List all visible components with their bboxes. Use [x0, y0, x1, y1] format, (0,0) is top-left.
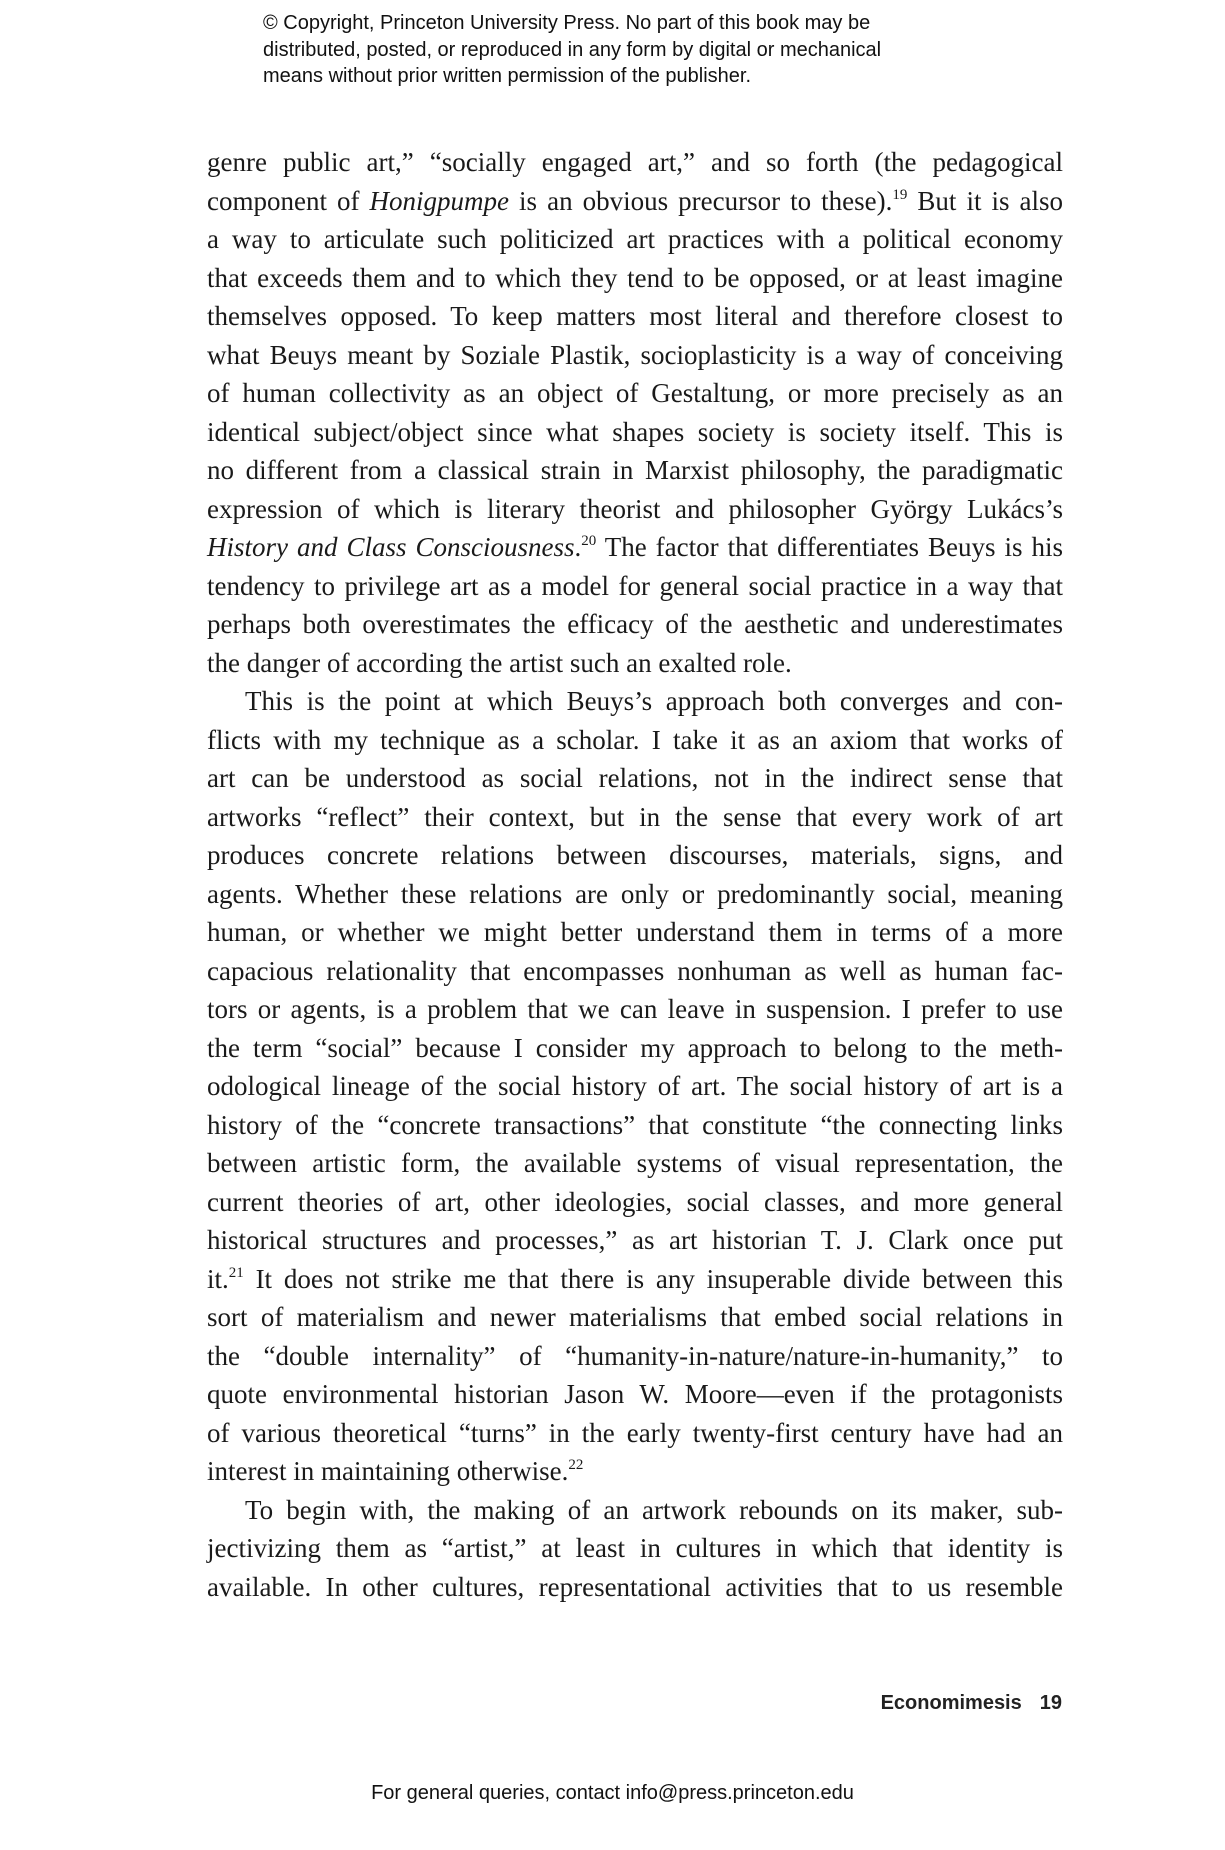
text-line	[207, 259, 1063, 298]
text-run: component of	[207, 185, 370, 216]
text-run: .	[574, 532, 582, 562]
text-line	[207, 759, 1063, 798]
text-run: The factor that differentiates Beuys is his	[596, 532, 1063, 562]
text-line	[207, 875, 1063, 914]
running-footer	[881, 1692, 1062, 1715]
text-line	[207, 413, 1063, 452]
text-line	[207, 644, 1063, 683]
text-line	[207, 913, 1063, 952]
text-run: historical structures and processes,” as art historian T. J. Clark once put	[207, 1225, 1063, 1255]
text-line	[207, 1221, 1063, 1260]
footnote-ref: 19	[892, 186, 908, 203]
text-line	[207, 490, 1063, 529]
text-line	[207, 1183, 1063, 1222]
text-run: human, or whether we might better understand them in terms of a more	[207, 917, 1063, 947]
text-run: It does not strike me that there is any insuperable divide between this	[243, 1263, 1063, 1294]
text-line	[207, 1337, 1063, 1376]
footnote-ref: 22	[568, 1457, 584, 1473]
text-line	[207, 1491, 1063, 1530]
text-line	[207, 1298, 1063, 1337]
text-run: the “double internality” of “humanity-in-nature/nature-in-humanity,” to	[207, 1340, 1063, 1371]
text-run: of human collectivity as an object of Gestaltung, or more precisely as an	[207, 378, 1063, 408]
text-line	[207, 336, 1063, 375]
text-line	[207, 1260, 1063, 1299]
body-text	[207, 143, 1063, 1606]
text-run: between artistic form, the available systems of visual representation, the	[207, 1148, 1063, 1178]
text-line	[207, 143, 1063, 182]
text-run: the danger of according the artist such an exalted role.	[207, 647, 792, 678]
text-run: no different from a classical strain in Marxist philosophy, the paradigmatic	[207, 455, 1063, 485]
text-run: flicts with my technique as a scholar. I take it as an axiom that works of	[207, 724, 1063, 755]
text-run: artworks “reflect” their context, but in the sense that every work of art	[207, 801, 1063, 832]
text-run: what Beuys meant by Soziale Plastik, socioplasticity is a way of conceiving	[207, 339, 1063, 370]
text-run: tendency to privilege art as a model for general social practice in a way that	[207, 570, 1063, 601]
text-line	[207, 605, 1063, 644]
text-line	[207, 1568, 1063, 1607]
text-line	[207, 220, 1063, 259]
text-line	[207, 567, 1063, 606]
text-line	[207, 1452, 1063, 1491]
footnote-ref: 21	[228, 1264, 244, 1281]
text-line	[207, 952, 1063, 991]
text-run: the term “social” because I consider my approach to belong to the meth-	[207, 1032, 1063, 1063]
text-run: jectivizing them as “artist,” at least in cultures in which that identity is	[207, 1533, 1063, 1563]
text-line	[207, 1029, 1063, 1068]
page-number: 19	[1039, 1692, 1062, 1714]
text-run: history of the “concrete transactions” that constitute “the connecting links	[207, 1109, 1063, 1140]
text-line	[207, 297, 1063, 336]
text-line	[207, 528, 1063, 567]
text-line	[207, 682, 1063, 721]
text-run: agents. Whether these relations are only or predominantly social, meaning	[207, 878, 1063, 909]
text-run: a way to articulate such politicized art practices with a political economy	[207, 224, 1063, 254]
text-line	[207, 798, 1063, 837]
text-line	[207, 990, 1063, 1029]
text-run: To begin with, the making of an artwork rebounds on its maker, sub-	[245, 1494, 1063, 1525]
text-line	[207, 451, 1063, 490]
text-line	[207, 1414, 1063, 1453]
text-line	[207, 1529, 1063, 1568]
text-run: available. In other cultures, representational activities that to us resemble	[207, 1571, 1063, 1602]
copyright-line: distributed, posted, or reproduced in any form by digital or mechanical	[263, 38, 882, 61]
text-run: themselves opposed. To keep matters most literal and therefore closest to	[207, 301, 1063, 331]
text-run: capacious relationality that encompasses nonhuman as well as human fac-	[207, 955, 1063, 986]
text-run: odological lineage of the social history of art. The social history of art is a	[207, 1071, 1063, 1101]
text-run: of various theoretical “turns” in the early twenty-first century have had an	[207, 1417, 1063, 1448]
text-run: it.	[207, 1263, 229, 1294]
text-run: produces concrete relations between discourses, materials, signs, and	[207, 840, 1063, 870]
italic-title: Honigpumpe	[369, 185, 510, 216]
italic-title: History and Class Consciousness	[207, 532, 575, 562]
copyright-line: means without prior written permission of the publisher.	[263, 65, 752, 87]
text-line	[207, 1067, 1063, 1106]
text-line	[207, 182, 1063, 221]
text-line	[207, 1375, 1063, 1414]
text-line	[207, 1144, 1063, 1183]
text-run: is an obvious precursor to these).	[509, 185, 893, 216]
text-run: sort of materialism and newer materialisms that embed social relations in	[207, 1302, 1063, 1332]
text-run: interest in maintaining otherwise.	[207, 1456, 569, 1486]
text-run: perhaps both overestimates the efficacy of the aesthetic and underestimates	[207, 609, 1063, 639]
text-run: This is the point at which Beuys’s approach both converges and con-	[245, 686, 1063, 716]
text-run: identical subject/object since what shapes society is society itself. This is	[207, 416, 1063, 447]
text-run: that exceeds them and to which they tend to be opposed, or at least imagine	[207, 262, 1063, 293]
text-line	[207, 721, 1063, 760]
footnote-ref: 20	[581, 533, 597, 549]
text-run: current theories of art, other ideologies, social classes, and more general	[207, 1186, 1063, 1217]
text-run: quote environmental historian Jason W. Moore—even if the protagonists	[207, 1379, 1063, 1409]
copyright-notice	[263, 10, 881, 90]
text-run: tors or agents, is a problem that we can leave in suspension. I prefer to use	[207, 994, 1063, 1024]
text-run: genre public art,” “socially engaged art,” and so forth (the pedagogical	[207, 147, 1063, 177]
text-run: But it is also	[907, 185, 1064, 216]
text-line	[207, 1106, 1063, 1145]
text-line	[207, 836, 1063, 875]
text-line	[207, 374, 1063, 413]
contact-footer: For general queries, contact info@press.princeton.edu	[371, 1782, 854, 1804]
text-run: art can be understood as social relations, not in the indirect sense that	[207, 763, 1063, 793]
text-run: expression of which is literary theorist and philosopher György Lukács’s	[207, 493, 1063, 524]
copyright-line: © Copyright, Princeton University Press. No part of this book may be	[263, 12, 871, 34]
running-footer-title: Economimesis	[880, 1692, 1022, 1714]
